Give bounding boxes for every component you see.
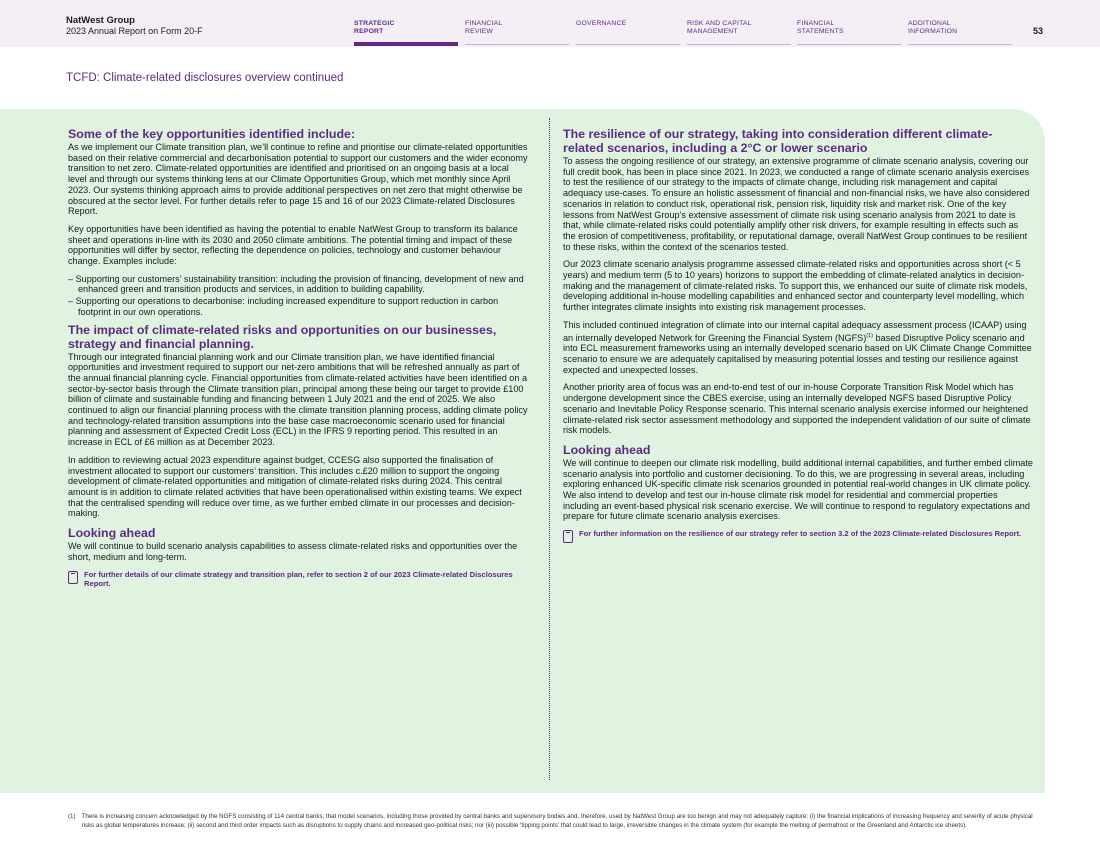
heading-impact-financial-planning: The impact of climate-related risks and opportunities on our businesses, strategy and financial planning. <box>68 322 497 351</box>
nav-risk-capital-management[interactable] <box>687 20 752 36</box>
heading-looking-ahead: Looking ahead <box>563 442 651 457</box>
page-number: 53 <box>1033 26 1044 36</box>
footnote <box>68 813 1033 830</box>
brand-name: NatWest Group <box>66 15 135 26</box>
heading-key-opportunities: Some of the key opportunities identified include: <box>68 127 356 141</box>
nav-label-line1: STRATEGIC <box>354 20 395 27</box>
nav-label-line2: REPORT <box>354 28 384 35</box>
paragraph: In addition to reviewing actual 2023 expenditure against budget, CCESG also supported the finalisation of investment allocated to support our customers’ transition. This includes c.£20 million to support the ongoing development of climate-related opportunities and mitigation of climate-related risks during 2024. This central amount is in addition to climate related activities that have been operationalised within existing teams. We expect that the centralised spending will reduce over time, as we further embed climate in our processes and decision-making. <box>68 454 522 519</box>
paragraph-part: This included continued integration of climate into our internal capital adequacy assessment process (ICAAP) using an internally developed Network for Greening the Financial System (NGFS) <box>563 319 1027 343</box>
right-column <box>563 127 1033 543</box>
nav-active-indicator <box>354 42 458 46</box>
list-item: – Supporting our operations to decarbonise: including increased expenditure to support reduction in carbon footprint in our own operations. <box>68 296 530 317</box>
nav-additional-information[interactable] <box>908 20 957 36</box>
examples-list <box>68 274 530 318</box>
nav-label-line1: RISK AND CAPITAL <box>687 20 752 27</box>
note-text: For further details of our climate strategy and transition plan, refer to section 2 of our 2023 Climate-related Disclosures Report. <box>84 569 513 588</box>
nav-label-line2: STATEMENTS <box>797 28 844 35</box>
nav-rule <box>687 44 791 45</box>
paragraph: To assess the ongoing resilience of our strategy, an extensive programme of climate scenario analysis, covering our full credit book, has been in place since 2021. In 2023, we conducted a range of climate scenario analysis exercises to test the resilience of our strategy to the impacts of climate change, including risk management and capital adequacy use-cases. To ensure an holistic assessment of financial and non-financial risks, we have also considered scenarios in relation to conduct risk, operational risk, pension risk, liquidity risk and market risk. One of the key lessons from NatWest Group’s extensive assessment of climate risk using scenario analysis from 2021 to date is that, while climate-related risks could potentially amplify other risk drivers, for example resulting in effects such as the erosion of competitiveness, profitability, or reputational damage, overall NatWest Group continues to be resilient to these risks, within the context of the scenarios tested. <box>563 156 1030 252</box>
document-icon <box>563 530 573 543</box>
nav-label-line1: FINANCIAL <box>465 20 503 27</box>
nav-rule <box>908 44 1012 45</box>
heading-strategy-resilience: The resilience of our strategy, taking into consideration different climate-related scenarios, including a 2°C or lower scenario <box>563 127 993 155</box>
paragraph: As we implement our Climate transition plan, we’ll continue to refine and prioritise our climate-related opportunities based on their relative commercial and decarbonisation potential to support our customers and the wider economy transition to net zero. Climate-related opportunities are identified and prioritised on an ongoing basis at a local level and through our systems thinking lens at our Climate Opportunities Group, which met monthly since April 2023. Our systems thinking approach aims to provide additional perspectives on net zero that might otherwise be obscured at the sector level. For further details refer to page 15 and 16 of our 2023 Climate-related Disclosures Report. <box>68 142 528 217</box>
nav-strategic-report[interactable] <box>354 20 395 36</box>
page-header <box>0 0 1100 47</box>
nav-label-line2: MANAGEMENT <box>687 28 738 35</box>
nav-rule <box>797 44 901 45</box>
column-divider <box>549 118 550 780</box>
nav-label-line2: GOVERNANCE <box>576 20 627 27</box>
paragraph: Another priority area of focus was an end-to-end test of our in-house Corporate Transition Risk Model which has undergone development since the CBES exercise, using an internally developed NGFS based Disruptive Policy scenario and Inevitable Policy Response scenario. This internal scenario analysis exercise informed our heightened climate-related risk sector assessment methodology and supported the independent validation of our suite of climate risk models. <box>563 382 1031 436</box>
brand-block <box>66 15 203 37</box>
nav-label-line1: FINANCIAL <box>797 20 835 27</box>
cross-reference-note[interactable] <box>563 529 1033 543</box>
paragraph: We will continue to build scenario analysis capabilities to assess climate-related risks and opportunities over the short, medium and long-term. <box>68 541 518 562</box>
paragraph: We will continue to deepen our climate risk modelling, build additional internal capabilities, and further embed climate scenario analysis into portfolio and customer decisioning. To do this, we are progressing in several areas, including exploring enhanced UK-specific climate risk scenarios grounded in potential real-world changes in UK climate policy. We also intend to develop and test our in-house climate risk model for residential and commercial properties including an event-based physical risk scenario exercise. We will continue to respond to regulatory expectations and prepare for future climate scenario analysis exercises. <box>563 457 1033 522</box>
list-item: – Supporting our customers’ sustainability transition: including the provision of financing, development of new and enhanced green and transition products and services, in addition to building capability. <box>68 274 530 295</box>
report-subtitle: 2023 Annual Report on Form 20-F <box>66 26 203 36</box>
section-title: TCFD: Climate-related disclosures overview continued <box>66 72 344 84</box>
nav-label-line1: ADDITIONAL <box>908 20 951 27</box>
footnote-marker: (1) <box>68 813 76 820</box>
nav-label-line2: INFORMATION <box>908 28 958 35</box>
heading-looking-ahead: Looking ahead <box>68 526 156 541</box>
paragraph: Key opportunities have been identified as having the potential to enable NatWest Group to transform its balance sheet and operations in-line with its 2030 and 2050 climate ambitions. The potential timing and impact of these opportunities will differ by sector, reflecting the dependence on policies, technology and customer behaviour change. Examples include: <box>68 223 518 267</box>
document-icon <box>68 571 78 584</box>
note-text: For further information on the resilience of our strategy refer to section 3.2 of the 2023 Climate-related Disclosures Report. <box>579 529 1022 539</box>
footnote-text: There is increasing concern acknowledged by the NGFS consisting of 114 central banks, that model scenarios, including those provided by central banks and supervisory bodies and, therefore, used by NatWest Group are too benign and may not adequately capture: (i) the financial implications of increasing frequency and severity of acute physical risks as global temperatures increase; (ii) second and third order impacts such as disruptions to supply chains and increased geo-political risks; nor (iii) possible ‘tipping points’ that could lead to large, irreversible changes in the climate system (for example the melting of permafrost or the Greenland and Antarctic ice sheets). <box>81 813 1033 829</box>
nav-governance[interactable] <box>576 20 626 28</box>
paragraph: Our 2023 climate scenario analysis programme assessed climate-related risks and opportunities across short (< 5 years) and medium term (5 to 10 years) horizons to support the embedding of climate-related analytics in decision-making and the management of climate-related risks. To support this, we enhanced our suite of climate risk models, developing additional in-house modelling capabilities and enhanced sector and counterparty level modelling, which further integrates climate insights into existing risk management processes. <box>563 259 1028 313</box>
paragraph-icaap <box>563 320 1033 376</box>
nav-label-line2: REVIEW <box>465 28 494 35</box>
paragraph: Through our integrated financial planning work and our Climate transition plan, we have identified financial opportunities and investment required to support our net-zero ambitions that will be refreshed annually as part of the annual financial planning cycle. Financial opportunities from climate-related activities have been identified on a sector-by-sector basis through the Climate transition plan, principal among these being our target to provide £100 billion of climate and sustainable funding and financing between 1 July 2021 and the end of 2025. We also continued to align our financial planning process with the climate transition planning process, adding climate policy and technology-related transition assumptions into the base case macroeconomic scenario used for financial planning and assessment of Expected Credit Loss (ECL) in the IFRS 9 reporting period. This resulted in an increase in ECL of £6 million as at December 2023. <box>68 351 528 448</box>
paragraph-part: based Disruptive Policy scenario and into ECL measurement frameworks using an internally developed scenario based on UK Climate Change Committee scenario to ensure we are adequately capitalised by measuring potential losses and testing our resilience against expected and unexpected losses. <box>563 332 1032 375</box>
left-column <box>68 127 530 588</box>
cross-reference-note[interactable] <box>68 570 530 588</box>
footnote-reference[interactable]: (1) <box>866 332 873 339</box>
nav-rule <box>576 44 680 45</box>
nav-rule <box>465 44 569 45</box>
nav-financial-review[interactable] <box>465 20 502 36</box>
nav-financial-statements[interactable] <box>797 20 844 36</box>
